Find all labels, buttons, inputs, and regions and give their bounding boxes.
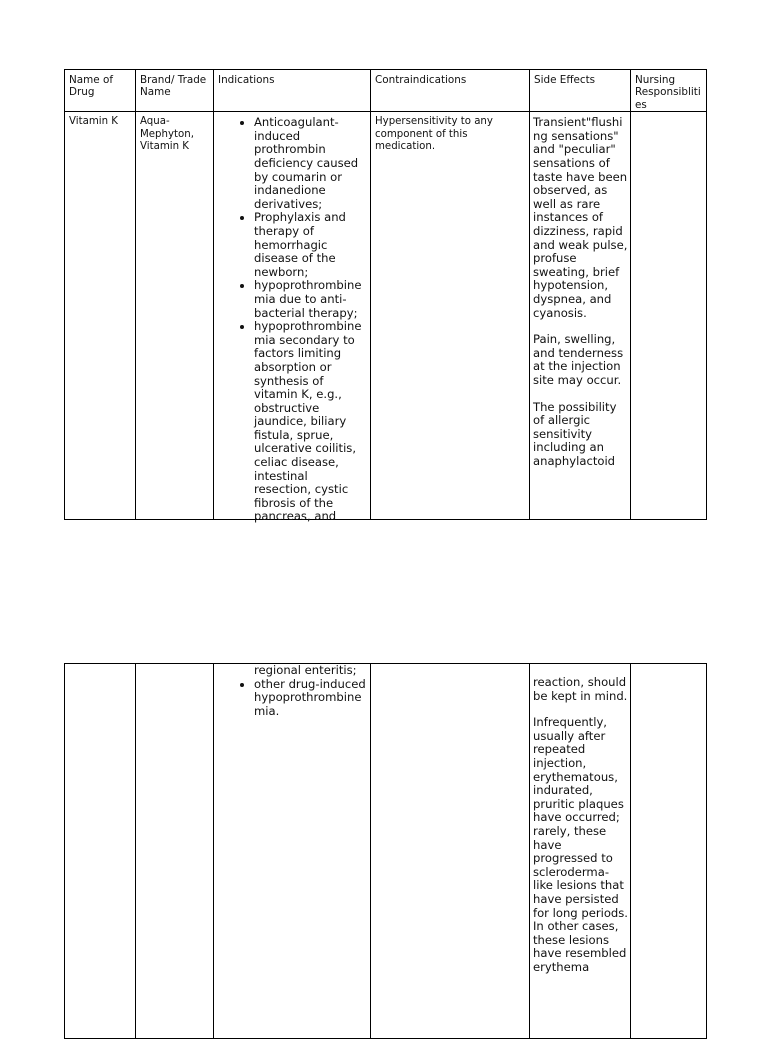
header-side-effects: Side Effects bbox=[530, 70, 631, 112]
side-effects-cell-continued bbox=[530, 664, 631, 1039]
table-part-2 bbox=[64, 663, 706, 1039]
header-name-of-drug: Name of Drug bbox=[65, 70, 136, 112]
nursing-cell-continued bbox=[631, 664, 707, 1039]
side-effect-paragraph: Pain, swelling, and tenderness at the injection site may occur. bbox=[533, 332, 624, 387]
indications-list-continued bbox=[218, 678, 366, 719]
header-row bbox=[65, 70, 707, 112]
indications-list bbox=[218, 116, 366, 524]
indications-continuation: regional enteritis; bbox=[254, 663, 357, 677]
brand-name-cell: Aqua-Mephyton, Vitamin K bbox=[136, 112, 214, 520]
indication-item: • Prophylaxis and therapy of hemorrhagic disease of the newborn; bbox=[254, 211, 366, 279]
table-row bbox=[65, 112, 707, 520]
side-effect-paragraph: Infrequently, usually after repeated injection, erythematous, indurated, pruritic plaques have occurred; rarely, these have progressed to scleroderma-like lesions that have persisted for long periods. In other cases, these lesions have resembled erythema bbox=[533, 715, 628, 974]
contraindications-cell: Hypersensitivity to any component of this medication. bbox=[371, 112, 530, 520]
table-row bbox=[65, 664, 707, 1039]
indications-cell-continued bbox=[214, 664, 371, 1039]
contraindications-cell-continued bbox=[371, 664, 530, 1039]
indications-cell bbox=[214, 112, 371, 524]
header-indications: Indications bbox=[214, 70, 371, 112]
drug-name-cell-continued bbox=[65, 664, 136, 1039]
indication-item: • Anticoagulant-induced prothrombin deficiency caused by coumarin or indanedione derivatives; bbox=[254, 116, 366, 211]
drug-table-continued bbox=[64, 663, 707, 1039]
indication-item: • other drug-induced hypoprothrombinemia. bbox=[254, 678, 366, 719]
side-effects-text bbox=[533, 116, 628, 516]
table-part-1 bbox=[64, 69, 706, 524]
drug-table bbox=[64, 69, 707, 524]
indication-item: • hypoprothrombinemia secondary to factors limiting absorption or synthesis of vitamin K, e.g., obstructive jaundice, biliary fistula, sprue, ulcerative coilitis, celiac disease, intestinal resection, cystic fibrosis of the pancreas, and bbox=[254, 320, 366, 524]
side-effect-paragraph: reaction, should be kept in mind. bbox=[533, 675, 628, 703]
side-effect-paragraph: Transient"flushing sensations" and "peculiar" sensations of taste have been observed, as well as rare instances of dizziness, rapid and weak pulse, profuse sweating, brief hypotension, dyspnea, and cyanosis. bbox=[533, 115, 628, 320]
side-effects-text-continued bbox=[533, 676, 628, 1022]
header-nursing-responsibilities: Nursing Responsiblities bbox=[631, 70, 707, 112]
nursing-cell bbox=[631, 112, 707, 520]
drug-name-cell: Vitamin K bbox=[65, 112, 136, 520]
side-effect-paragraph: The possibility of allergic sensitivity including an anaphylactoid bbox=[533, 399, 617, 468]
header-brand-name: Brand/ Trade Name bbox=[136, 70, 214, 112]
indication-item: • hypoprothrombinemia due to anti-bacterial therapy; bbox=[254, 279, 366, 320]
side-effects-cell bbox=[530, 112, 631, 520]
header-contraindications: Contraindications bbox=[371, 70, 530, 112]
brand-name-cell-continued bbox=[136, 664, 214, 1039]
